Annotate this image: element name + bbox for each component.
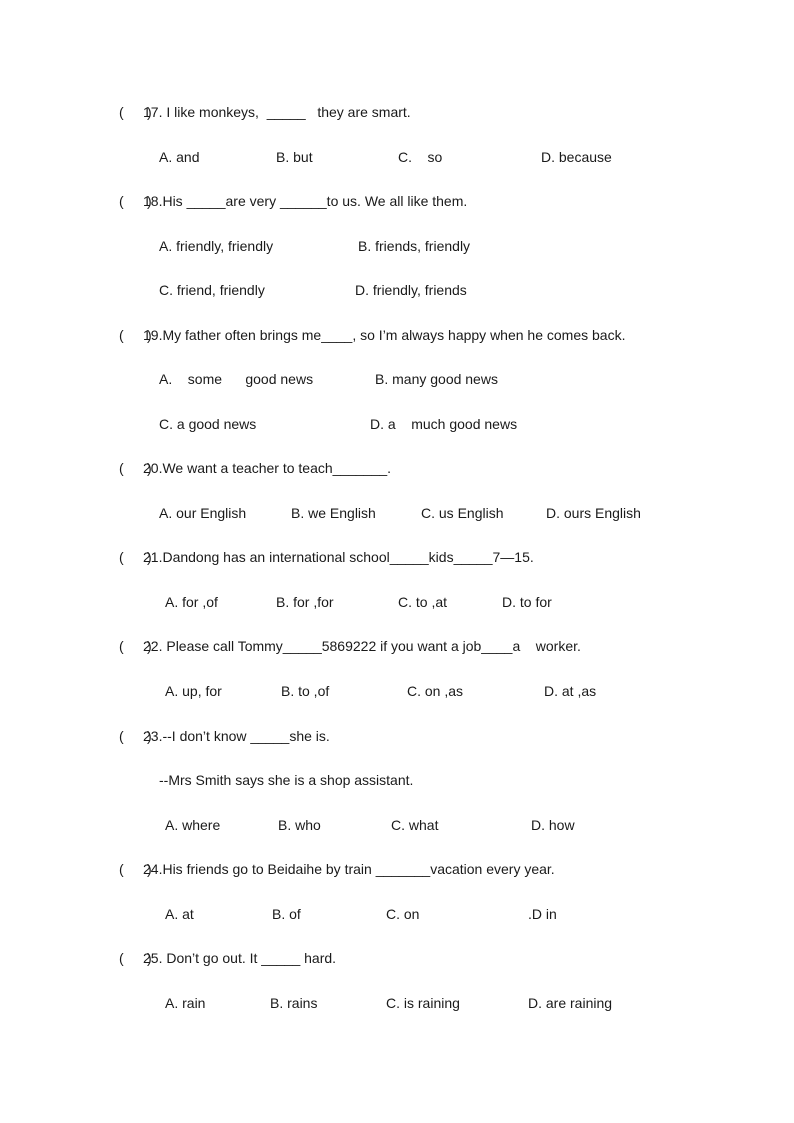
q18-option-b[interactable]: B. friends, friendly [358, 238, 471, 254]
q22-option-c[interactable]: C. on ,as [407, 683, 464, 699]
q23-option-c[interactable]: C. what [391, 817, 439, 833]
q20-option-a[interactable]: A. our English [159, 505, 247, 521]
q25-option-a[interactable]: A. rain [165, 995, 206, 1011]
q18-option-a[interactable]: A. friendly, friendly [159, 238, 274, 254]
q21-option-b[interactable]: B. for ,for [276, 594, 334, 610]
question-20-stem: 20.We want a teacher to teach_______. [143, 460, 392, 476]
question-21-stem: 21.Dandong has an international school_____kids_____7—15. [143, 549, 534, 565]
q18-option-d[interactable]: D. friendly, friends [355, 282, 467, 298]
question-19-stem: 19.My father often brings me____, so I’m always happy when he comes back. [143, 327, 626, 343]
q20-option-c[interactable]: C. us English [421, 505, 504, 521]
q20-option-d[interactable]: D. ours English [546, 505, 641, 521]
q22-option-b[interactable]: B. to ,of [281, 683, 330, 699]
q25-option-d[interactable]: D. are raining [528, 995, 613, 1011]
question-23-stem: 23.--I don’t know _____she is. [143, 728, 330, 744]
question-18-stem: 18.His _____are very ______to us. We all like them. [143, 193, 468, 209]
q25-option-b[interactable]: B. rains [270, 995, 318, 1011]
question-23-dialogue: --Mrs Smith says she is a shop assistant. [159, 772, 414, 788]
q18-option-c[interactable]: C. friend, friendly [159, 282, 265, 298]
question-22-stem: 22. Please call Tommy_____5869222 if you want a job____a worker. [143, 638, 581, 654]
answer-blank-18[interactable]: ( ) [119, 193, 152, 209]
q23-option-d[interactable]: D. how [531, 817, 575, 833]
answer-blank-19[interactable]: ( ) [119, 327, 152, 343]
q21-option-a[interactable]: A. for ,of [165, 594, 218, 610]
q24-option-c[interactable]: C. on [386, 906, 420, 922]
q25-option-c[interactable]: C. is raining [386, 995, 460, 1011]
q19-option-d[interactable]: D. a much good news [370, 416, 518, 432]
q19-option-b[interactable]: B. many good news [375, 371, 498, 387]
q17-option-b[interactable]: B. but [276, 149, 313, 165]
question-17-stem: 17. I like monkeys, _____ they are smart. [143, 104, 411, 120]
q20-option-b[interactable]: B. we English [291, 505, 376, 521]
q22-option-d[interactable]: D. at ,as [544, 683, 597, 699]
answer-blank-21[interactable]: ( ) [119, 549, 152, 565]
q21-option-d[interactable]: D. to for [502, 594, 552, 610]
answer-blank-22[interactable]: ( ) [119, 638, 152, 654]
question-25-stem: 25. Don’t go out. It _____ hard. [143, 950, 337, 966]
q19-option-c[interactable]: C. a good news [159, 416, 257, 432]
answer-blank-17[interactable]: ( ) [119, 104, 152, 120]
q24-option-a[interactable]: A. at [165, 906, 194, 922]
q23-option-a[interactable]: A. where [165, 817, 221, 833]
q17-option-d[interactable]: D. because [541, 149, 612, 165]
q22-option-a[interactable]: A. up, for [165, 683, 222, 699]
q17-option-a[interactable]: A. and [159, 149, 200, 165]
q23-option-b[interactable]: B. who [278, 817, 321, 833]
answer-blank-20[interactable]: ( ) [119, 460, 152, 476]
q21-option-c[interactable]: C. to ,at [398, 594, 448, 610]
q24-option-d[interactable]: .D in [528, 906, 557, 922]
q19-option-a[interactable]: A. some good news [159, 371, 314, 387]
q24-option-b[interactable]: B. of [272, 906, 301, 922]
answer-blank-24[interactable]: ( ) [119, 861, 152, 877]
answer-blank-23[interactable]: ( ) [119, 728, 152, 744]
question-24-stem: 24.His friends go to Beidaihe by train _______vacation every year. [143, 861, 555, 877]
q17-option-c[interactable]: C. so [398, 149, 443, 165]
answer-blank-25[interactable]: ( ) [119, 950, 152, 966]
